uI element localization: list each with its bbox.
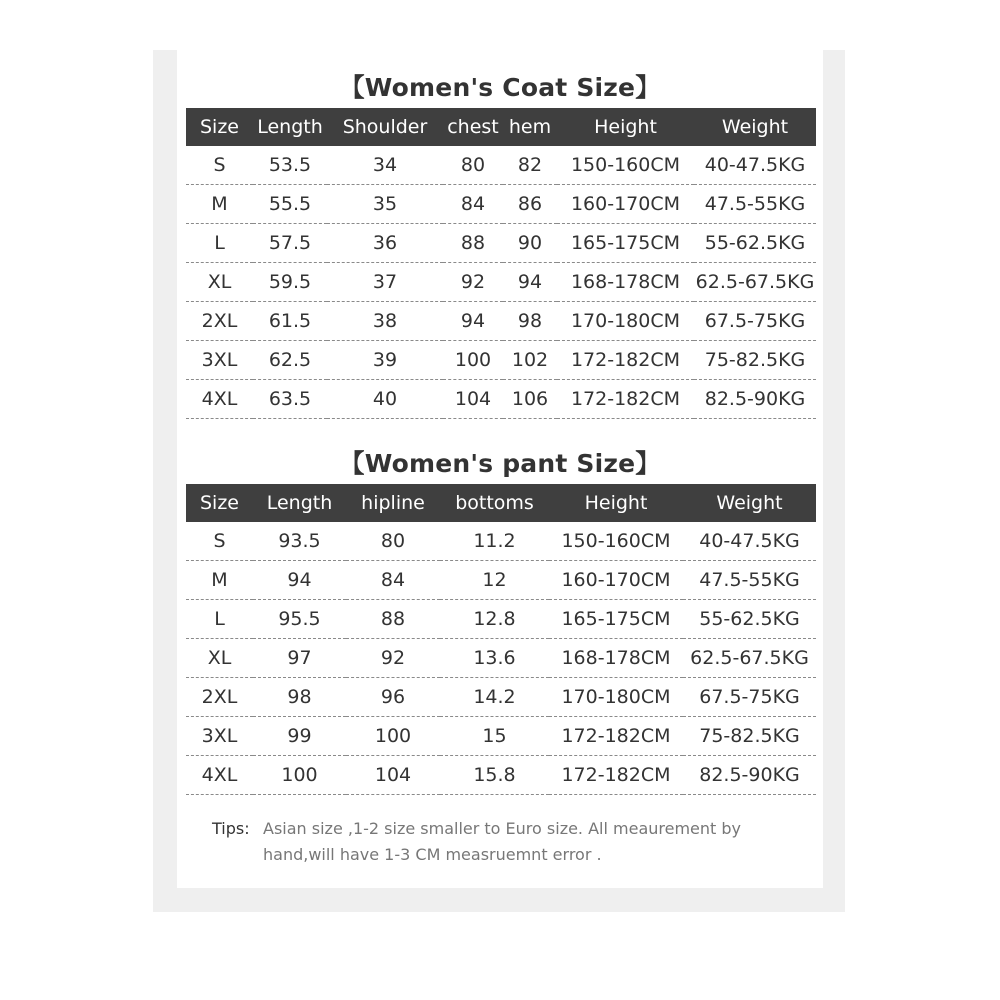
table-row [186,522,816,561]
cell-size: XL [186,263,253,302]
cell-weight: 47.5-55KG [683,561,816,600]
cell-size: M [186,561,253,600]
cell-hem: 94 [503,263,557,302]
cell-size: 4XL [186,756,253,795]
cell-hem: 86 [503,185,557,224]
cell-length: 61.5 [253,302,327,341]
cell-length: 59.5 [253,263,327,302]
cell-size: S [186,522,253,561]
pant-header-bottoms: bottoms [440,484,549,522]
cell-weight: 82.5-90KG [694,380,816,419]
cell-weight: 75-82.5KG [694,341,816,380]
cell-height: 168-178CM [557,263,694,302]
cell-height: 160-170CM [557,185,694,224]
coat-header-length: Length [253,108,327,146]
cell-height: 150-160CM [557,146,694,185]
cell-hipline: 92 [346,639,440,678]
cell-shoulder: 39 [327,341,443,380]
cell-shoulder: 40 [327,380,443,419]
table-row [186,756,816,795]
cell-height: 172-182CM [557,341,694,380]
cell-hem: 98 [503,302,557,341]
cell-hipline: 80 [346,522,440,561]
cell-length: 93.5 [253,522,346,561]
cell-height: 150-160CM [549,522,683,561]
cell-size: L [186,600,253,639]
cell-weight: 62.5-67.5KG [694,263,816,302]
cell-bottoms: 14.2 [440,678,549,717]
cell-length: 94 [253,561,346,600]
table-row [186,600,816,639]
coat-header-row [186,108,816,146]
pant-size-table [186,484,816,795]
cell-length: 98 [253,678,346,717]
table-row [186,185,816,224]
cell-hipline: 104 [346,756,440,795]
cell-weight: 75-82.5KG [683,717,816,756]
coat-size-table [186,108,816,419]
cell-size: 2XL [186,678,253,717]
cell-length: 63.5 [253,380,327,419]
cell-hem: 82 [503,146,557,185]
cell-chest: 92 [443,263,503,302]
pant-header-size: Size [186,484,253,522]
coat-header-hem: hem [503,108,557,146]
cell-weight: 55-62.5KG [683,600,816,639]
cell-length: 95.5 [253,600,346,639]
cell-shoulder: 37 [327,263,443,302]
cell-chest: 80 [443,146,503,185]
cell-weight: 40-47.5KG [694,146,816,185]
cell-weight: 55-62.5KG [694,224,816,263]
table-row [186,639,816,678]
coat-header-weight: Weight [694,108,816,146]
cell-size: 3XL [186,717,253,756]
cell-height: 172-182CM [557,380,694,419]
cell-size: 2XL [186,302,253,341]
pant-header-weight: Weight [683,484,816,522]
pant-header-height: Height [549,484,683,522]
cell-hipline: 96 [346,678,440,717]
cell-height: 160-170CM [549,561,683,600]
cell-height: 170-180CM [549,678,683,717]
cell-size: M [186,185,253,224]
cell-length: 100 [253,756,346,795]
cell-bottoms: 11.2 [440,522,549,561]
cell-weight: 40-47.5KG [683,522,816,561]
cell-hipline: 84 [346,561,440,600]
cell-hem: 106 [503,380,557,419]
cell-hem: 102 [503,341,557,380]
cell-chest: 104 [443,380,503,419]
cell-hem: 90 [503,224,557,263]
cell-shoulder: 36 [327,224,443,263]
pant-size-title: 【Women's pant Size】 [339,449,661,478]
coat-header-shoulder: Shoulder [327,108,443,146]
cell-weight: 82.5-90KG [683,756,816,795]
cell-length: 99 [253,717,346,756]
pant-header-row [186,484,816,522]
cell-bottoms: 12 [440,561,549,600]
cell-shoulder: 38 [327,302,443,341]
table-row [186,302,816,341]
cell-size: 4XL [186,380,253,419]
tips-label: Tips: [212,819,250,838]
coat-header-height: Height [557,108,694,146]
cell-bottoms: 15.8 [440,756,549,795]
cell-weight: 62.5-67.5KG [683,639,816,678]
table-row [186,678,816,717]
table-row [186,263,816,302]
cell-height: 165-175CM [557,224,694,263]
cell-length: 57.5 [253,224,327,263]
table-row [186,561,816,600]
cell-height: 170-180CM [557,302,694,341]
table-row [186,717,816,756]
cell-shoulder: 35 [327,185,443,224]
cell-chest: 100 [443,341,503,380]
cell-size: 3XL [186,341,253,380]
tips-text: Asian size ,1-2 size smaller to Euro size. All meaurement by hand,will have 1-3 CM measruemnt error . [263,819,742,864]
cell-size: S [186,146,253,185]
cell-size: L [186,224,253,263]
cell-weight: 67.5-75KG [694,302,816,341]
cell-length: 53.5 [253,146,327,185]
cell-shoulder: 34 [327,146,443,185]
table-row [186,341,816,380]
table-row [186,146,816,185]
cell-bottoms: 13.6 [440,639,549,678]
size-chart-card [177,50,823,888]
coat-header-chest: chest [443,108,503,146]
table-row [186,380,816,419]
cell-length: 62.5 [253,341,327,380]
cell-chest: 84 [443,185,503,224]
cell-chest: 94 [443,302,503,341]
coat-header-size: Size [186,108,253,146]
cell-hipline: 88 [346,600,440,639]
cell-chest: 88 [443,224,503,263]
cell-size: XL [186,639,253,678]
cell-weight: 47.5-55KG [694,185,816,224]
cell-height: 168-178CM [549,639,683,678]
cell-hipline: 100 [346,717,440,756]
cell-length: 97 [253,639,346,678]
cell-bottoms: 12.8 [440,600,549,639]
pant-header-hipline: hipline [346,484,440,522]
pant-header-length: Length [253,484,346,522]
coat-size-title: 【Women's Coat Size】 [339,73,661,102]
cell-length: 55.5 [253,185,327,224]
cell-height: 165-175CM [549,600,683,639]
cell-height: 172-182CM [549,756,683,795]
cell-bottoms: 15 [440,717,549,756]
cell-height: 172-182CM [549,717,683,756]
cell-weight: 67.5-75KG [683,678,816,717]
table-row [186,224,816,263]
